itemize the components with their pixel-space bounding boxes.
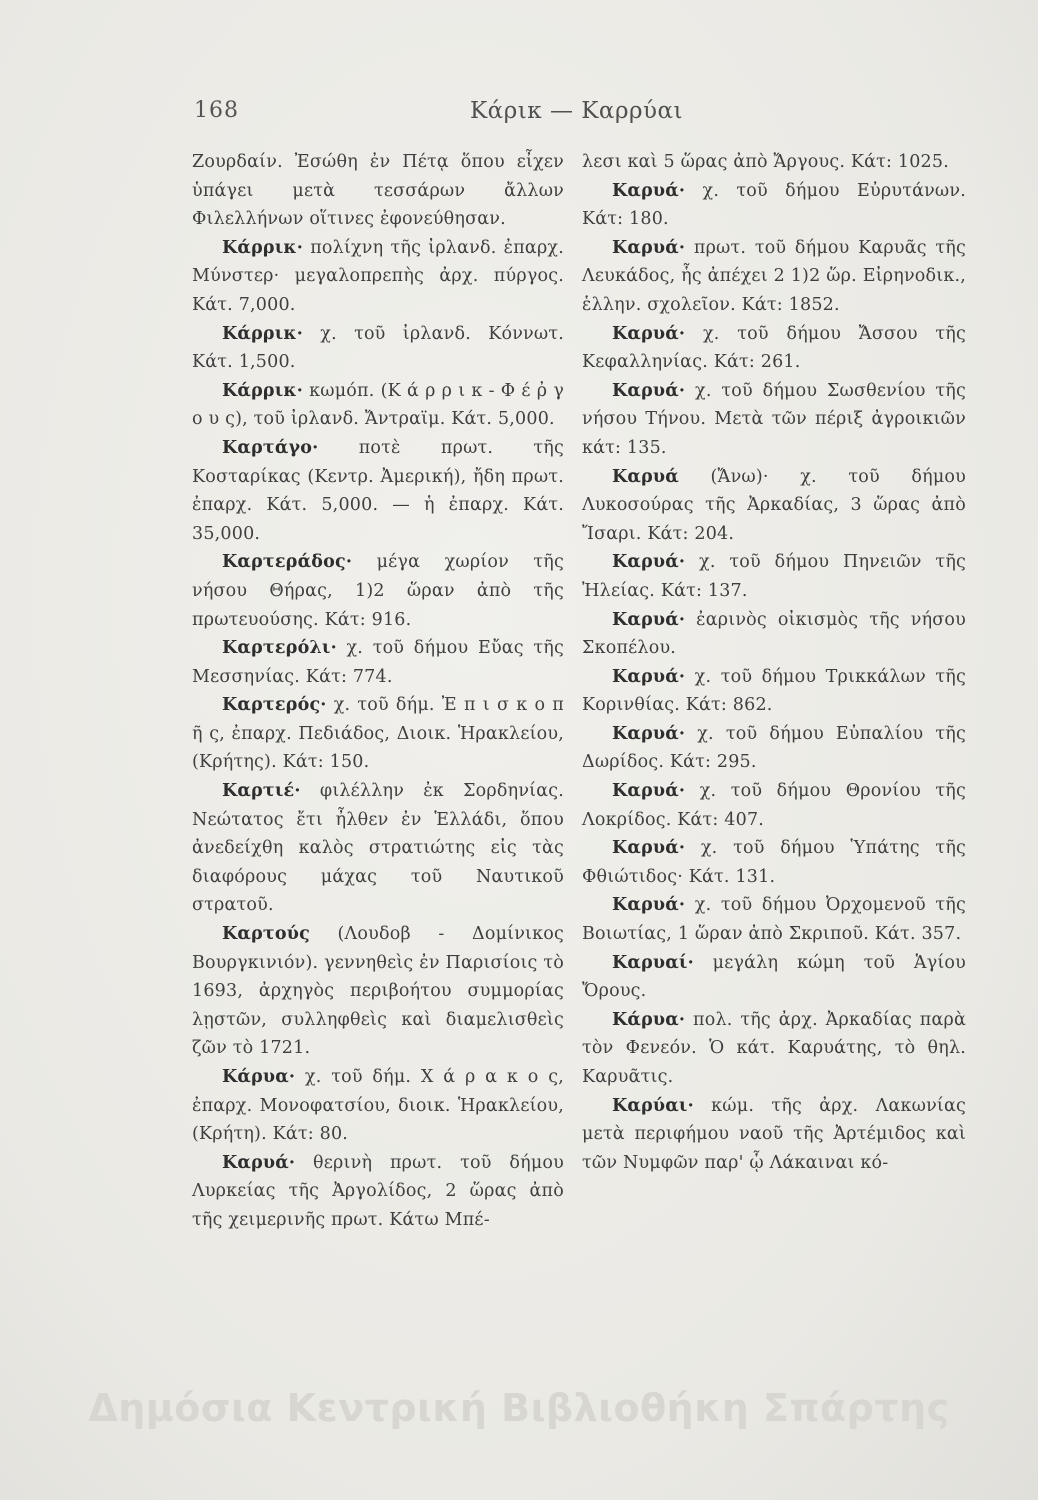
entry-text: χ. τοῦ δήμου Θρονίου τῆς Λοκρίδος. Κάτ: 407. bbox=[582, 781, 966, 830]
entry-text: χ. τοῦ δήμου Ὑπάτης τῆς Φθιώτιδος· Κάτ. 131. bbox=[582, 838, 966, 887]
dictionary-entry bbox=[582, 234, 966, 320]
entry-headword: Κάρρικ· bbox=[222, 323, 304, 344]
dictionary-entry bbox=[192, 1063, 564, 1149]
right-column bbox=[582, 148, 966, 1177]
entry-text: πρωτ. τοῦ δήμου Καρυᾶς τῆς Λευκάδος, ἧς ἀπέχει 2 1)2 ὥρ. Εἰρηνοδικ., ἑλλην. σχολεῖον. Κάτ: 1852. bbox=[582, 237, 966, 315]
dictionary-entry bbox=[192, 320, 564, 377]
entry-headword: Καρυά· bbox=[612, 723, 686, 744]
entry-headword: Καρυά· bbox=[222, 1152, 296, 1173]
dictionary-entry bbox=[192, 548, 564, 634]
dictionary-entry bbox=[192, 377, 564, 434]
entry-text: χ. τοῦ δήμου Πηνειῶν τῆς Ἠλείας. Κάτ: 137. bbox=[582, 552, 966, 601]
entry-text: πολ. τῆς ἀρχ. Ἀρκαδίας παρὰ τὸν Φενεόν. Ὁ κάτ. Καρυάτης, τὸ θηλ. Καρυᾶτις. bbox=[582, 1009, 966, 1087]
entry-text: θερινὴ πρωτ. τοῦ δήμου Λυρκείας τῆς Ἀργολίδος, 2 ὥρας ἀπὸ τῆς χειμερινῆς πρωτ. Κάτω Μπέ- bbox=[192, 1152, 564, 1230]
dictionary-entry bbox=[582, 606, 966, 663]
entry-headword: Καρυά· bbox=[612, 609, 686, 630]
entry-headword: Κάρυα· bbox=[612, 1009, 686, 1030]
entry-text: Ζουρδαίν. Ἐσώθη ἐν Πέτᾳ ὅπου εἶχεν ὑπάγει μετὰ τεσσάρων ἄλλων Φιλελλήνων οἵτινες ἐφονεύθησαν. bbox=[192, 152, 564, 230]
dictionary-entry bbox=[192, 634, 564, 691]
entry-headword: Καρτάγο· bbox=[222, 437, 319, 458]
entry-headword: Κάρυα· bbox=[222, 1067, 296, 1087]
dictionary-entry bbox=[582, 777, 966, 834]
entry-text: χ. τοῦ δήμου Τρικκάλων τῆς Κορινθίας. Κάτ: 862. bbox=[582, 666, 966, 716]
entry-text: πολίχνη τῆς ἰρλανδ. ἐπαρχ. Μύνστερ· μεγαλοπρεπὴς ἀρχ. πύργος. Κάτ. 7,000. bbox=[192, 237, 564, 315]
entry-text: χ. τοῦ δήμ. Ἐ π ι σ κ ο π ῆ ς, ἐπαρχ. Πεδιάδος, Διοικ. Ἡρακλείου, (Κρήτης). Κάτ: 150. bbox=[192, 695, 564, 773]
entry-headword: Καρτιέ· bbox=[222, 781, 301, 802]
dictionary-entry bbox=[582, 320, 966, 377]
entry-text: κωμόπ. (Κ ά ρ ρ ι κ - Φ έ ῤ γ ο υ ς), τοῦ ἰρλανδ. Ἄντραϊμ. Κάτ. 5,000. bbox=[192, 380, 564, 430]
entry-text: ποτὲ πρωτ. τῆς Κοσταρίκας (Κεντρ. Ἀμερική), ἤδη πρωτ. ἐπαρχ. Κάτ. 5,000. — ἡ ἐπαρχ. Κάτ. 35,000. bbox=[192, 437, 564, 544]
entry-text: χ. τοῦ δήμου Σωσθενίου τῆς νήσου Τήνου. Μετὰ τῶν πέριξ ἀγροικιῶν κάτ: 135. bbox=[582, 380, 966, 458]
entry-headword: Κάρρικ· bbox=[222, 237, 304, 258]
entry-headword: Καρτεράδος· bbox=[222, 552, 353, 573]
entry-headword: Καρτούς bbox=[222, 924, 310, 945]
entry-text: χ. τοῦ δήμου Εὐρυτάνων. Κάτ: 180. bbox=[582, 180, 966, 230]
entry-text: χ. τοῦ δήμου Ἄσσου τῆς Κεφαλληνίας. Κάτ: 261. bbox=[582, 323, 966, 373]
dictionary-entry bbox=[192, 234, 564, 320]
entry-headword: Καρυά bbox=[612, 466, 679, 487]
entry-headword: Καρυά· bbox=[612, 666, 686, 687]
dictionary-entry bbox=[582, 548, 966, 605]
entry-text: κώμ. τῆς ἀρχ. Λακωνίας μετὰ περιφήμου ναοῦ τῆς Ἀρτέμιδος καὶ τῶν Νυμφῶν παρ' ᾧ Λάκαιναι κό- bbox=[582, 1095, 966, 1173]
dictionary-entry bbox=[582, 891, 966, 948]
library-watermark: Δημόσια Κεντρική Βιβλιοθήκη Σπάρτης bbox=[88, 1386, 950, 1430]
entry-headword: Καρυαί· bbox=[612, 952, 694, 973]
dictionary-entry bbox=[582, 949, 966, 1006]
page-number: 168 bbox=[194, 98, 239, 123]
entry-headword: Καρτερός· bbox=[222, 695, 327, 716]
entry-text: (Ἄνω)· χ. τοῦ δήμου Λυκοσούρας τῆς Ἀρκαδίας, 3 ὥρας ἀπὸ Ἴσαρι. Κάτ: 204. bbox=[582, 466, 966, 544]
dictionary-entry bbox=[192, 148, 564, 234]
dictionary-entry bbox=[192, 434, 564, 548]
dictionary-entry bbox=[582, 377, 966, 463]
dictionary-entry bbox=[192, 920, 564, 1063]
running-head: Κάρικ — Καρρύαι bbox=[470, 98, 684, 124]
entry-text: χ. τοῦ δήμ. Χ ά ρ α κ ο ς, ἐπαρχ. Μονοφατσίου, διοικ. Ἡρακλείου, (Κρήτη). Κάτ: 80. bbox=[192, 1067, 564, 1145]
entry-headword: Καρύαι· bbox=[612, 1095, 694, 1116]
entry-text: λεσι καὶ 5 ὥρας ἀπὸ Ἄργους. Κάτ: 1025. bbox=[582, 152, 949, 172]
entry-headword: Καρτερόλι· bbox=[222, 638, 337, 659]
dictionary-entry bbox=[582, 663, 966, 720]
entry-text: χ. τοῦ ἰρλανδ. Κόννωτ. Κάτ. 1,500. bbox=[192, 323, 564, 373]
dictionary-entry bbox=[582, 1092, 966, 1178]
entry-text: χ. τοῦ δήμου Εὐπαλίου τῆς Δωρίδος. Κάτ: 295. bbox=[582, 723, 966, 773]
entry-headword: Καρυά· bbox=[612, 552, 686, 573]
entry-headword: Καρυά· bbox=[612, 237, 686, 258]
dictionary-entry bbox=[192, 691, 564, 777]
entry-headword: Κάρρικ· bbox=[222, 380, 304, 401]
entry-headword: Καρυά· bbox=[612, 781, 686, 802]
dictionary-entry bbox=[192, 777, 564, 920]
left-column bbox=[192, 148, 564, 1235]
entry-text: φιλέλλην ἐκ Σορδηνίας. Νεώτατος ἔτι ἦλθεν ἐν Ἑλλάδι, ὅπου ἀνεδείχθη καλὸς στρατιώτης εἰς τὰς διαφόρους μάχας τοῦ Ναυτικοῦ στρατοῦ. bbox=[192, 781, 564, 916]
dictionary-entry bbox=[582, 720, 966, 777]
page-header bbox=[0, 98, 1038, 138]
entry-text: χ. τοῦ δήμου Εὔας τῆς Μεσσηνίας. Κάτ: 774. bbox=[192, 638, 564, 687]
entry-headword: Καρυά· bbox=[612, 323, 686, 344]
entry-text: (Λουδοβ - Δομίνικος Βουργκινιόν). γεννηθεὶς ἐν Παρισίοις τὸ 1693, ἀρχηγὸς περιβοήτου συμμορίας λῃστῶν, συλληφθεὶς καὶ διαμελισθεὶς ζῶν τὸ 1721. bbox=[192, 924, 564, 1059]
entry-text: μέγα χωρίον τῆς νήσου Θήρας, 1)2 ὥραν ἀπὸ τῆς πρωτευούσης. Κάτ: 916. bbox=[192, 552, 564, 630]
dictionary-entry bbox=[582, 177, 966, 234]
entry-headword: Καρυά· bbox=[612, 380, 686, 401]
entry-headword: Καρυά· bbox=[612, 838, 686, 859]
dictionary-entry bbox=[582, 1006, 966, 1092]
dictionary-entry bbox=[192, 1149, 564, 1235]
dictionary-entry bbox=[582, 463, 966, 549]
entry-headword: Καρυά· bbox=[612, 895, 686, 916]
entry-text: μεγάλη κώμη τοῦ Ἁγίου Ὄρους. bbox=[582, 952, 966, 1002]
entry-headword: Καρυά· bbox=[612, 180, 686, 201]
entry-text: χ. τοῦ δήμου Ὀρχομενοῦ τῆς Βοιωτίας, 1 ὥραν ἀπὸ Σκριποῦ. Κάτ. 357. bbox=[582, 895, 966, 945]
entry-text: ἐαρινὸς οἰκισμὸς τῆς νήσου Σκοπέλου. bbox=[582, 609, 966, 659]
dictionary-entry bbox=[582, 834, 966, 891]
dictionary-entry bbox=[582, 148, 966, 177]
